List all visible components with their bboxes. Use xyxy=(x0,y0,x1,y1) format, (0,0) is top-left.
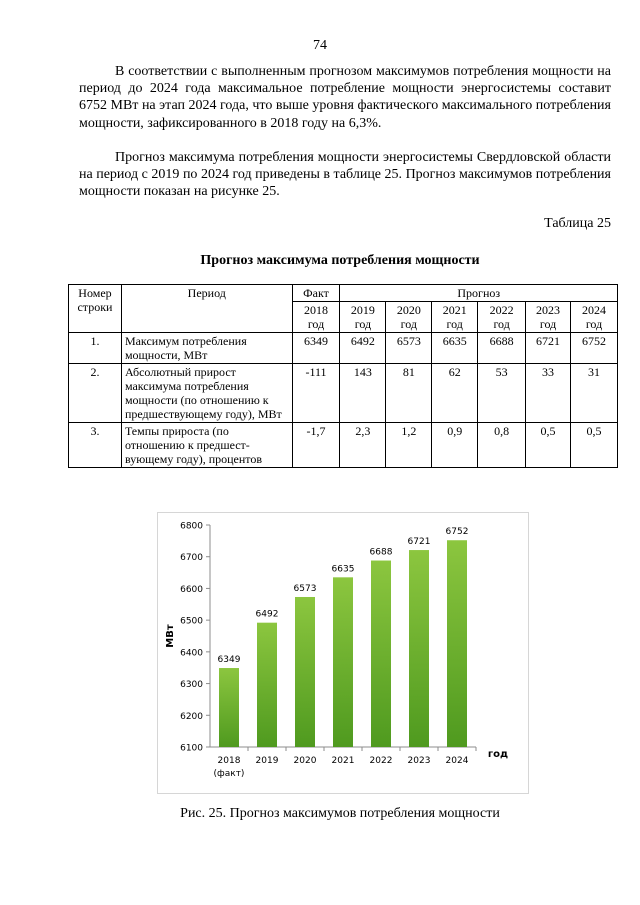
y-tick-label: 6700 xyxy=(180,553,203,564)
paragraph-1: В соответствии с выполненным прогнозом максимумов потребления мощности на период до 2024 года максимальное потребление мощности энергосистемы составит 6752 МВт на этап 2024 года, что выше уровня фактического максимального потребления мощности, зафиксированного в 2018 году на 6,3%. xyxy=(79,64,611,131)
cell-value: 6635 xyxy=(432,333,478,364)
x-tick-label: 2024 xyxy=(445,756,469,766)
cell-value: 0,8 xyxy=(478,423,526,468)
bar xyxy=(257,623,277,747)
header-forecast: Прогноз xyxy=(340,285,618,302)
cell-value: 0,5 xyxy=(526,423,571,468)
row-label: Абсолютный прирост максимума потребления мощности (по отношению к предшествующему году), МВт xyxy=(121,364,292,423)
data-label: 6492 xyxy=(255,609,279,620)
bar xyxy=(371,561,391,747)
forecast-table xyxy=(68,284,618,468)
cell-value: 143 xyxy=(340,364,386,423)
cell-value: 6492 xyxy=(340,333,386,364)
row-label: Темпы прироста (по отношению к предшест-вующему году), процентов xyxy=(121,423,292,468)
bar xyxy=(295,597,315,747)
header-year: 2022 год xyxy=(478,302,526,333)
header-year: 2018 год xyxy=(292,302,340,333)
page-number: 74 xyxy=(313,38,327,53)
header-year: 2021 год xyxy=(432,302,478,333)
header-row-num: Номер строки xyxy=(69,285,122,333)
y-axis-label: МВт xyxy=(165,624,176,648)
data-label: 6721 xyxy=(407,537,431,548)
figure-caption: Рис. 25. Прогноз максимумов потребления мощности xyxy=(180,806,500,821)
x-axis-label: год xyxy=(487,749,509,760)
header-year: 2023 год xyxy=(526,302,571,333)
x-tick-label: 2023 xyxy=(407,756,431,766)
table-header-row xyxy=(69,285,618,302)
row-number: 3. xyxy=(69,423,122,468)
table-row xyxy=(69,364,618,423)
x-tick-label: 2018 xyxy=(217,756,241,766)
data-label: 6635 xyxy=(331,564,355,575)
cell-value: 0,9 xyxy=(432,423,478,468)
y-tick-label: 6400 xyxy=(180,648,203,659)
x-tick-label: 2022 xyxy=(369,756,393,766)
cell-value: 31 xyxy=(571,364,618,423)
bar xyxy=(409,550,429,747)
table-label: Таблица 25 xyxy=(544,216,611,231)
cell-value: 1,2 xyxy=(386,423,432,468)
cell-value: 81 xyxy=(386,364,432,423)
header-year: 2020 год xyxy=(386,302,432,333)
header-year: 2019 год xyxy=(340,302,386,333)
cell-value: 53 xyxy=(478,364,526,423)
y-tick-label: 6600 xyxy=(180,584,203,595)
paragraph-2: Прогноз максимума потребления мощности энергосистемы Свердловской области на период с 2019 по 2024 год приведены в таблице 25. Прогноз максимумов потребления мощности показан на рисунке 25. xyxy=(79,150,611,200)
x-tick-label: 2021 xyxy=(331,756,355,766)
table-row xyxy=(69,333,618,364)
row-number: 2. xyxy=(69,364,122,423)
bar xyxy=(447,540,467,747)
cell-value: 6573 xyxy=(386,333,432,364)
cell-value: 6721 xyxy=(526,333,571,364)
row-label: Максимум потребления мощности, МВт xyxy=(121,333,292,364)
chart-svg xyxy=(158,513,528,793)
row-number: 1. xyxy=(69,333,122,364)
y-tick-label: 6800 xyxy=(180,521,203,532)
bar-chart xyxy=(157,512,529,794)
cell-value: 62 xyxy=(432,364,478,423)
y-tick-label: 6300 xyxy=(180,680,203,691)
cell-value: 6688 xyxy=(478,333,526,364)
bar xyxy=(219,668,239,747)
header-fact: Факт xyxy=(292,285,340,302)
x-tick-label: 2019 xyxy=(255,756,279,766)
table-title: Прогноз максимума потребления мощности xyxy=(200,253,480,268)
cell-value: 2,3 xyxy=(340,423,386,468)
cell-value: 6349 xyxy=(292,333,340,364)
x-tick-sublabel: (факт) xyxy=(213,769,245,779)
cell-value: 33 xyxy=(526,364,571,423)
x-tick-label: 2020 xyxy=(293,756,317,766)
data-label: 6752 xyxy=(445,527,469,538)
data-label: 6349 xyxy=(217,655,241,666)
header-period: Период xyxy=(121,285,292,333)
header-year: 2024 год xyxy=(571,302,618,333)
bar xyxy=(333,577,353,747)
cell-value: -1,7 xyxy=(292,423,340,468)
y-tick-label: 6200 xyxy=(180,711,203,722)
cell-value: 0,5 xyxy=(571,423,618,468)
cell-value: 6752 xyxy=(571,333,618,364)
cell-value: -111 xyxy=(292,364,340,423)
data-label: 6688 xyxy=(369,547,393,558)
table-row xyxy=(69,423,618,468)
data-label: 6573 xyxy=(293,583,317,594)
y-tick-label: 6500 xyxy=(180,616,203,627)
y-tick-label: 6100 xyxy=(180,743,203,754)
